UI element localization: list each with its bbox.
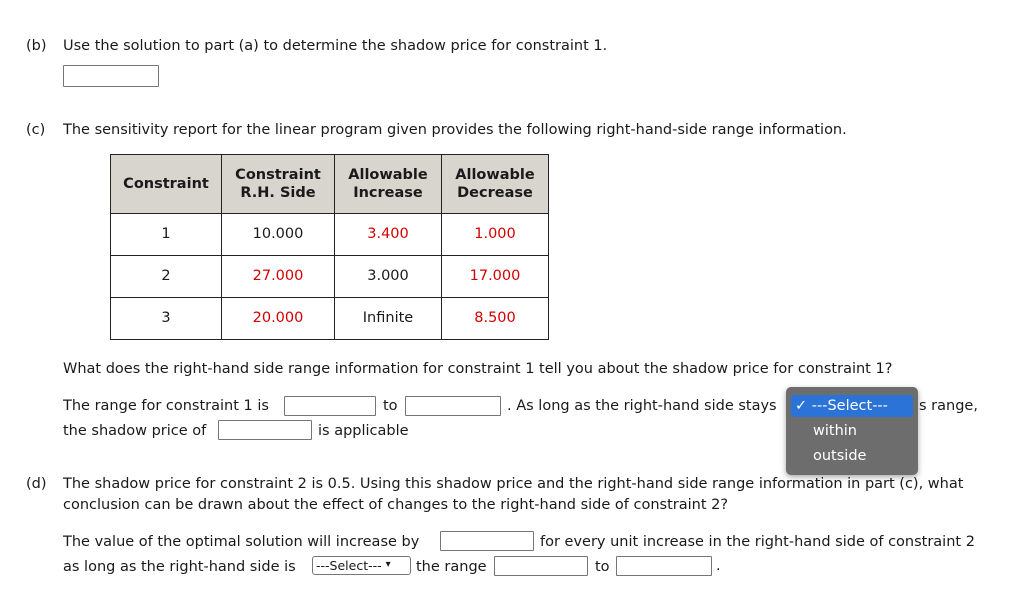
part-d-label: (d) — [26, 476, 47, 492]
cell-increase: 3.000 — [335, 256, 442, 298]
header-rhs: Constraint R.H. Side — [222, 155, 335, 214]
table-row — [111, 298, 549, 340]
unit-increase-text: for every unit increase in the right-hand side of constraint 2 — [540, 534, 975, 550]
range-to-text: to — [383, 398, 398, 414]
within-outside-dropdown[interactable] — [786, 387, 918, 475]
range-upper-input[interactable] — [405, 396, 501, 416]
as-long-as-text: . As long as the right-hand side stays — [507, 398, 777, 414]
cell-constraint: 2 — [111, 256, 222, 298]
cell-increase: Infinite — [335, 298, 442, 340]
part-d-text-line1: The shadow price for constraint 2 is 0.5. Using this shadow price and the right-hand side range information in part (c), what — [63, 476, 964, 492]
chevron-down-icon: ▾ — [385, 559, 391, 571]
cell-decrease: 17.000 — [442, 256, 549, 298]
shadow-price-constraint1-input[interactable] — [63, 65, 159, 87]
table-row — [111, 214, 549, 256]
select-value: ---Select--- — [316, 557, 382, 573]
table-header-row — [111, 155, 549, 214]
dropdown-option-outside[interactable]: outside — [813, 448, 867, 464]
dropdown-option-within[interactable]: within — [813, 423, 857, 439]
cell-decrease: 1.000 — [442, 214, 549, 256]
d-range-upper-input[interactable] — [616, 556, 712, 576]
check-icon: ✓ — [795, 398, 808, 414]
range-lower-input[interactable] — [284, 396, 376, 416]
part-c-label: (c) — [26, 122, 46, 138]
header-allowable-increase: Allowable Increase — [335, 155, 442, 214]
sensitivity-table — [110, 154, 549, 340]
range-suffix-text: s range, — [919, 398, 978, 414]
value-increase-input[interactable] — [440, 531, 534, 551]
cell-rhs: 20.000 — [222, 298, 335, 340]
shadow-price-input[interactable] — [218, 420, 312, 440]
header-allowable-decrease: Allowable Decrease — [442, 155, 549, 214]
part-b-question: Use the solution to part (a) to determine the shadow price for constraint 1. — [63, 38, 608, 54]
d-to-text: to — [595, 559, 610, 575]
cell-decrease: 8.500 — [442, 298, 549, 340]
the-range-text: the range — [416, 559, 487, 575]
part-b-label: (b) — [26, 38, 47, 54]
applicable-text: is applicable — [318, 423, 409, 439]
part-c-intro: The sensitivity report for the linear program given provides the following right-hand-side range information. — [63, 122, 847, 138]
cell-rhs: 10.000 — [222, 214, 335, 256]
dropdown-option-select[interactable]: ✓ ---Select--- — [791, 395, 913, 417]
shadow-text: the shadow price of — [63, 423, 207, 439]
part-d-text-line2: conclusion can be drawn about the effect of changes to the right-hand side of constraint 2? — [63, 497, 729, 513]
value-increase-text: The value of the optimal solution will increase by — [63, 534, 420, 550]
cell-increase: 3.400 — [335, 214, 442, 256]
table-row — [111, 256, 549, 298]
period-text: . — [716, 558, 721, 574]
cell-constraint: 3 — [111, 298, 222, 340]
d-range-lower-input[interactable] — [494, 556, 588, 576]
cell-rhs: 27.000 — [222, 256, 335, 298]
part-c-question: What does the right-hand side range information for constraint 1 tell you about the shadow price for constraint 1? — [63, 361, 893, 377]
cell-constraint: 1 — [111, 214, 222, 256]
header-constraint: Constraint — [111, 155, 222, 214]
range-text: The range for constraint 1 is — [63, 398, 269, 414]
as-long-text: as long as the right-hand side is — [63, 559, 296, 575]
range-status-select[interactable] — [312, 556, 411, 575]
